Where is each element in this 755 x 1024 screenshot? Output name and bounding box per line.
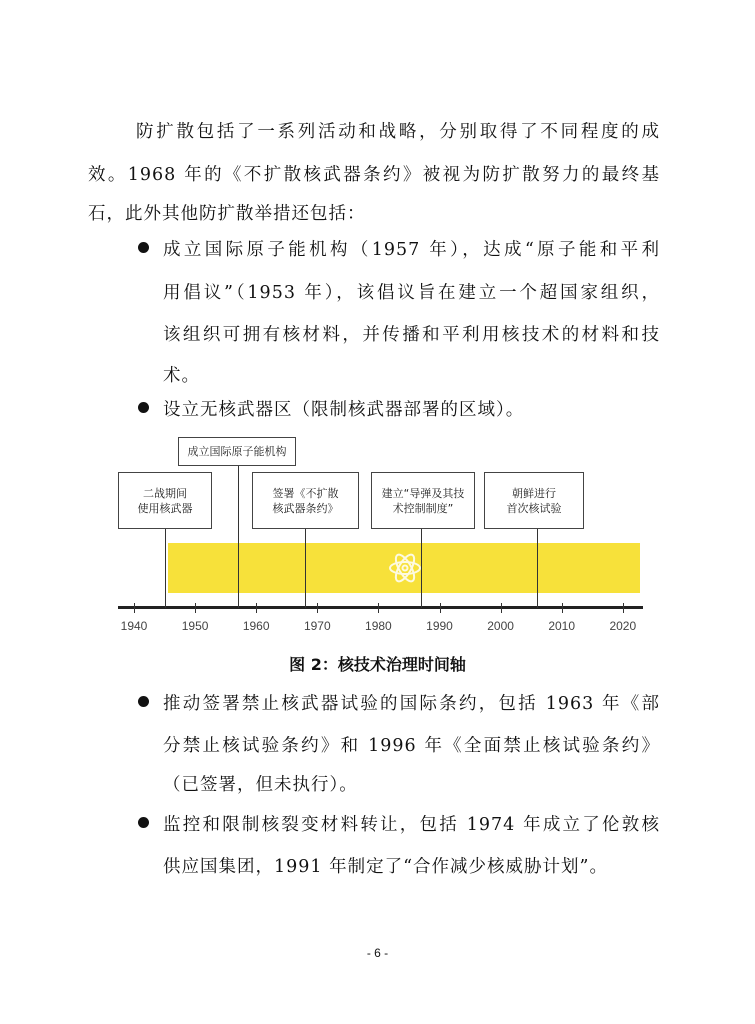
axis-year-label: 2020: [609, 619, 637, 633]
axis-year-label: 2000: [487, 619, 514, 633]
axis-tick: [134, 603, 135, 613]
axis-tick: [256, 603, 257, 613]
text-line: 分禁止核试验条约》和 1996 年《全面禁止核试验条约》: [163, 736, 660, 756]
text-line: 该组织可拥有核材料，并传播和平利用核技术的材料和技: [163, 325, 660, 345]
axis-tick: [195, 603, 196, 613]
axis-tick: [317, 603, 318, 613]
bullet-icon: [138, 402, 149, 413]
axis-tick: [440, 603, 441, 613]
figure-caption: 图 2：核技术治理时间轴: [289, 655, 466, 674]
event-box: 二战期间 使用核武器: [118, 472, 212, 529]
event-box: 朝鲜进行 首次核试验: [484, 472, 584, 529]
axis-tick: [501, 603, 502, 613]
bullet-icon: [138, 817, 149, 828]
text-line: 效。1968 年的《不扩散核武器条约》被视为防扩散努力的最终基: [88, 165, 660, 185]
atom-icon: [388, 551, 422, 585]
page-number: - 6 -: [366, 946, 389, 960]
axis-year-label: 1980: [365, 619, 392, 633]
text-line: 供应国集团，1991 年制定了“合作减少核威胁计划”。: [163, 857, 608, 877]
axis-tick: [623, 603, 624, 613]
text-line: （已签署，但未执行）。: [163, 775, 358, 795]
event-box: 建立“导弹及其技 术控制制度”: [371, 472, 475, 529]
text-line: 术。: [163, 366, 200, 386]
text-line: 石，此外其他防扩散举措还包括：: [88, 204, 366, 224]
event-marker-line: [305, 529, 306, 608]
event-box: 签署《不扩散 核武器条约》: [252, 472, 359, 529]
text-line: 成立国际原子能机构（1957 年），达成“原子能和平利: [163, 240, 660, 260]
axis-tick: [562, 603, 563, 613]
axis-year-label: 1970: [303, 619, 331, 633]
text-line: 推动签署禁止核武器试验的国际条约，包括 1963 年《部: [163, 694, 660, 714]
text-line: 用倡议”（1953 年），该倡议旨在建立一个超国家组织，: [163, 283, 660, 303]
axis-year-label: 1990: [426, 619, 453, 633]
axis-year-label: 2010: [548, 619, 576, 633]
event-marker-line: [421, 529, 422, 608]
text-line: 防扩散包括了一系列活动和战略，分别取得了不同程度的成: [136, 122, 660, 142]
axis-year-label: 1940: [120, 619, 148, 633]
text-line: 设立无核武器区（限制核武器部署的区域）。: [163, 400, 525, 420]
axis-year-label: 1950: [181, 619, 209, 633]
event-marker-line: [238, 466, 239, 608]
timeline-band: [168, 543, 640, 593]
axis-tick: [378, 603, 379, 613]
timeline-axis: [118, 606, 643, 609]
bullet-icon: [138, 696, 149, 707]
event-box: 成立国际原子能机构: [178, 437, 296, 466]
text-line: 监控和限制核裂变材料转让，包括 1974 年成立了伦敦核: [163, 815, 660, 835]
event-marker-line: [537, 529, 538, 608]
bullet-icon: [138, 242, 149, 253]
axis-year-label: 1960: [242, 619, 270, 633]
event-marker-line: [165, 529, 166, 608]
